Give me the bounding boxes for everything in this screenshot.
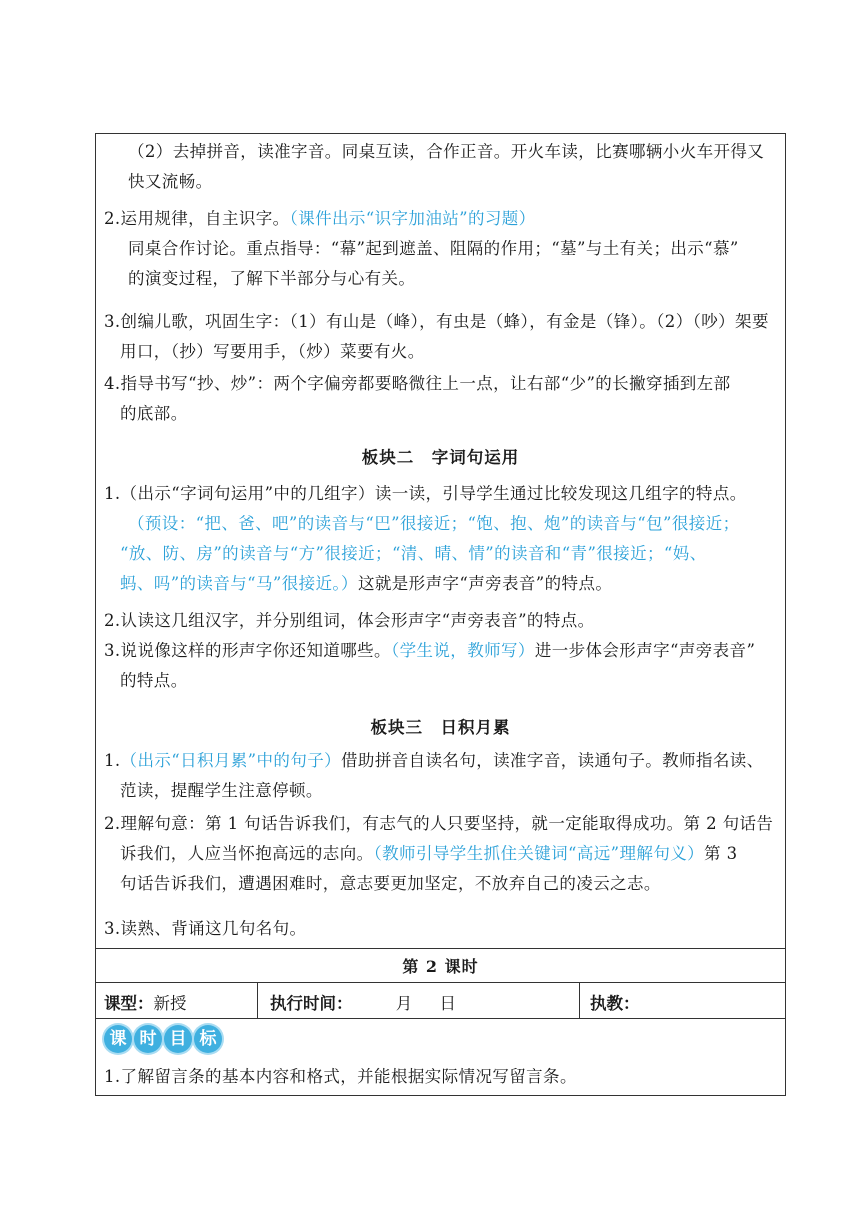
paragraph: 1.（出示“日积月累”中的句子）借助拼音自读名句，读准字音，读通句子。教师指名读、 范读，提醒学生注意停顿。 — [104, 751, 764, 800]
goal-item: 1.了解留言条的基本内容和格式，并能根据实际情况写留言条。 — [104, 1067, 577, 1086]
paragraph: 4.指导书写“抄、炒”：两个字偏旁都要略微往上一点，让右部“少”的长撇穿插到左部 的底部。 — [104, 374, 731, 423]
lesson-plan-table — [95, 133, 786, 1096]
table-divider — [96, 982, 785, 983]
paragraph: 同桌合作讨论。重点指导：“幕”起到遮盖、阻隔的作用；“墓”与土有关；出示“慕” 的演变过程，了解下半部分与心有关。 — [128, 239, 739, 288]
execution-time: 执行时间： 月 日 — [270, 994, 456, 1013]
lesson-type: 课型：新授 — [104, 994, 187, 1013]
table-divider — [96, 948, 785, 949]
paragraph: 1.（出示“字词句运用”中的几组字）读一读，引导学生通过比较发现这几组字的特点。 （预设：“把、爸、吧”的读音与“巴”很接近；“饱、抱、炮”的读音与“包”很接近； “放、防、房”的读音与“方”很接近；“清、晴、情”的读音和“青”很接近；“妈、 蚂、吗”的读音与“马”很接近。）这就是形声字“声旁表音”的特点。 — [104, 484, 747, 593]
paragraph: 3.说说像这样的形声字你还知道哪些。（学生说，教师写）进一步体会形声字“声旁表音” 的特点。 — [104, 641, 756, 690]
table-divider — [96, 1018, 785, 1019]
table-divider — [579, 982, 580, 1018]
paragraph: 3.创编儿歌，巩固生字：（1）有山是（峰），有虫是（蜂），有金是（锋）。（2）（吵）架要 用口，（抄）写要用手，（炒）菜要有火。 — [104, 312, 769, 361]
paragraph: 2.理解句意：第 1 句话告诉我们，有志气的人只要坚持，就一定能取得成功。第 2 句话告 诉我们，人应当怀抱高远的志向。（教师引导学生抓住关键词“高远”理解句义）第 3 句话告诉我们，遭遇困难时，意志要更加坚定，不放弃自己的凌云之志。 — [104, 814, 774, 893]
section-heading: 板块二 字词句运用 — [361, 448, 520, 467]
paragraph: 2.认读这几组汉字，并分别组词，体会形声字“声旁表音”的特点。 — [104, 611, 595, 630]
paragraph: （2）去掉拼音，读准字音。同桌互读，合作正音。开火车读，比赛哪辆小火车开得又 快又流畅。 — [128, 142, 765, 191]
section-heading: 板块三 日积月累 — [370, 718, 511, 737]
paragraph: 3.读熟、背诵这几句名句。 — [104, 919, 307, 938]
paragraph: 2.运用规律，自主识字。（课件出示“识字加油站”的习题） — [104, 209, 536, 228]
lesson-goal-badge: 课 时 目 标 — [104, 1025, 222, 1053]
teacher-field: 执教： — [590, 994, 640, 1013]
table-divider — [257, 982, 258, 1018]
lesson-title: 第 2 课时 — [402, 957, 479, 976]
